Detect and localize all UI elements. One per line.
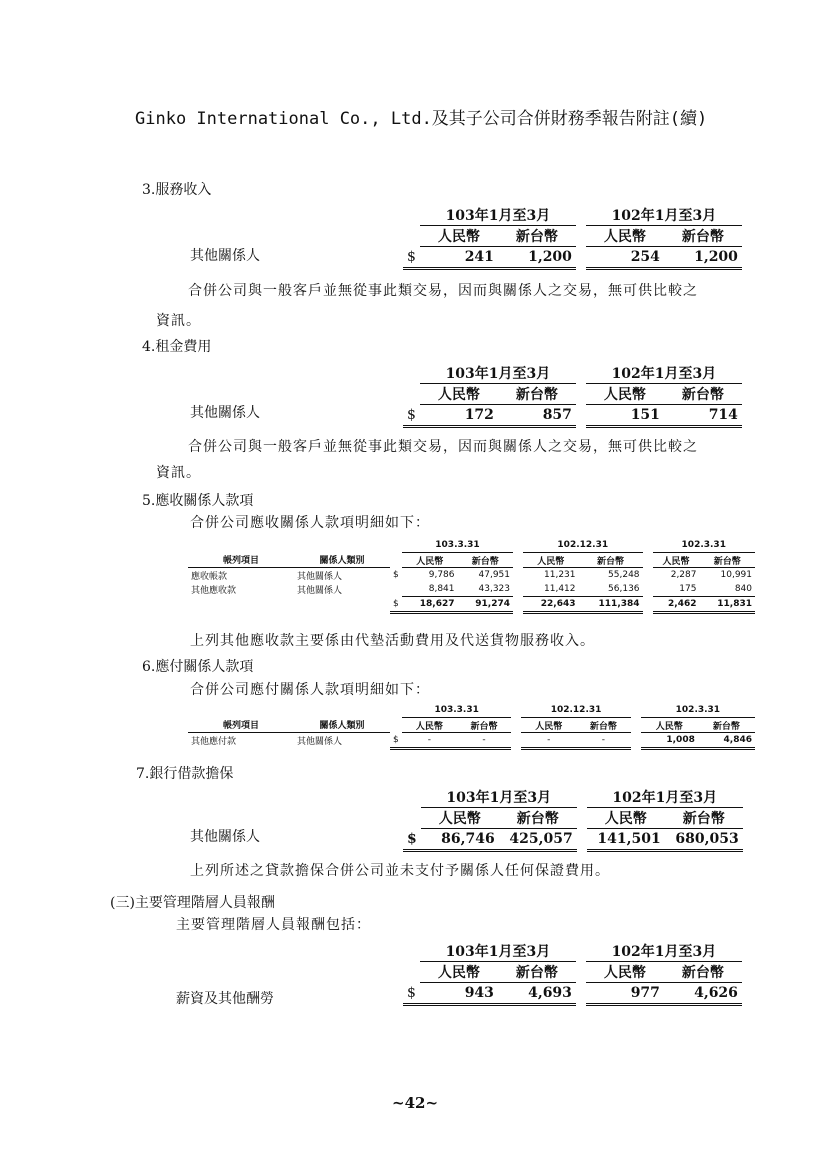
item-cell: 其他應付款 <box>191 737 237 748</box>
currency-header: 人民幣 <box>523 553 579 568</box>
total-cell: 91,274 <box>458 597 514 613</box>
period-header: 103年1月至3月 <box>420 205 576 226</box>
rent-expense-table <box>403 363 742 428</box>
period-header: 103年1月至3月 <box>420 363 576 384</box>
date-header: 102.3.31 <box>641 703 755 718</box>
item-cell: 其他應收款 <box>191 585 237 596</box>
value-cell: 86,746 <box>421 829 499 851</box>
column-header-item: 帳列項目 <box>188 553 294 568</box>
value-cell: 141,501 <box>587 829 665 851</box>
total-cell: 11,831 <box>699 597 755 613</box>
currency-header: 新台幣 <box>664 226 742 247</box>
loan-guarantee-table <box>403 787 743 852</box>
value-cell: 172 <box>420 405 498 427</box>
note-text: 上列其他應收款主要係由代墊活動費用及代送貨物服務收入。 <box>190 633 595 649</box>
note-text: 資訊。 <box>156 465 201 481</box>
table-row <box>188 568 755 583</box>
total-cell: 111,384 <box>579 597 643 613</box>
item-cell: 應收帳款 <box>191 571 228 582</box>
value-cell: 55,248 <box>608 570 640 580</box>
period-header: 102年1月至3月 <box>586 941 742 962</box>
value-cell: 4,626 <box>664 983 742 1005</box>
value-cell: - <box>576 733 631 749</box>
total-cell: 22,643 <box>523 597 579 613</box>
currency-header: 人民幣 <box>402 553 458 568</box>
currency-header: 人民幣 <box>402 718 457 733</box>
page-header: Ginko International Co., Ltd.及其子公司合併財務季報告附註(續) <box>135 109 708 129</box>
table-row <box>188 582 755 597</box>
value-cell: 977 <box>586 983 664 1005</box>
value-cell: 1,008 <box>641 733 698 749</box>
currency-header: 新台幣 <box>457 718 512 733</box>
row-label: 薪資及其他酬勞 <box>176 991 274 1007</box>
note-text: 合併公司與一般客戶並無從事此類交易，因而與關係人之交易，無可供比較之 <box>188 283 698 299</box>
row-label: 其他關係人 <box>190 405 260 421</box>
currency-header: 新台幣 <box>664 384 742 405</box>
value-cell: 56,136 <box>579 582 643 597</box>
currency-header: 人民幣 <box>521 718 576 733</box>
currency-header: 人民幣 <box>420 384 498 405</box>
period-header: 103年1月至3月 <box>421 787 577 808</box>
value-cell: 680,053 <box>665 829 743 851</box>
value-cell: 840 <box>699 582 755 597</box>
intro-text: 合併公司應付關係人款項明細如下： <box>190 682 430 698</box>
currency-header: 人民幣 <box>641 718 698 733</box>
total-cell: 18,627 <box>402 597 458 613</box>
type-cell: 其他關係人 <box>297 737 343 748</box>
row-label: 其他關係人 <box>190 248 260 264</box>
currency-header: 新台幣 <box>698 718 755 733</box>
currency-header: 新台幣 <box>579 553 643 568</box>
value-cell: - <box>457 733 512 749</box>
note-text: 合併公司與一般客戶並無從事此類交易，因而與關係人之交易，無可供比較之 <box>188 439 698 455</box>
dollar-sign: $ <box>403 405 420 427</box>
value-cell: - <box>521 733 576 749</box>
column-header-type: 關係人類別 <box>294 718 390 733</box>
currency-header: 新台幣 <box>498 962 576 983</box>
currency-header: 人民幣 <box>586 384 664 405</box>
value-cell: 2,287 <box>670 570 697 580</box>
date-header: 103.3.31 <box>402 538 513 553</box>
value-cell: 10,991 <box>720 570 752 580</box>
currency-header: 人民幣 <box>586 962 664 983</box>
page-number: ~42~ <box>392 1094 439 1112</box>
section-heading-service-revenue: 3.服務收入 <box>142 182 212 198</box>
section-heading-payables: 6.應付關係人款項 <box>142 659 254 675</box>
currency-header: 人民幣 <box>587 808 665 829</box>
intro-text: 合併公司應收關係人款項明細如下： <box>190 515 430 531</box>
table-row <box>188 733 755 749</box>
currency-header: 新台幣 <box>498 384 576 405</box>
value-cell: 4,693 <box>498 983 576 1005</box>
currency-header: 新台幣 <box>458 553 514 568</box>
management-compensation-table <box>403 941 742 1006</box>
total-row <box>188 597 755 613</box>
value-cell: 43,323 <box>458 582 514 597</box>
date-header: 102.12.31 <box>523 538 643 553</box>
value-cell: 47,951 <box>478 570 510 580</box>
section-heading-rent-expense: 4.租金費用 <box>142 339 212 355</box>
note-text: 上列所述之貸款擔保合併公司並未支付予關係人任何保證費用。 <box>190 863 610 879</box>
section-heading-loan-guarantee: 7.銀行借款擔保 <box>136 766 234 782</box>
currency-header: 新台幣 <box>576 718 631 733</box>
date-header: 102.12.31 <box>521 703 630 718</box>
currency-header: 人民幣 <box>420 962 498 983</box>
value-cell: 1,200 <box>664 247 742 269</box>
currency-header: 新台幣 <box>664 962 742 983</box>
dollar-sign: $ <box>403 983 420 1005</box>
payables-table <box>188 703 755 750</box>
value-cell: 241 <box>420 247 498 269</box>
value-cell: - <box>402 733 457 749</box>
intro-text: 主要管理階層人員報酬包括： <box>176 917 371 933</box>
value-cell: 4,846 <box>698 733 755 749</box>
dollar-sign: $ <box>393 569 399 580</box>
period-header: 102年1月至3月 <box>586 363 742 384</box>
date-header: 102.3.31 <box>653 538 755 553</box>
currency-header: 新台幣 <box>665 808 743 829</box>
value-cell: 8,841 <box>402 582 458 597</box>
period-header: 102年1月至3月 <box>586 205 742 226</box>
value-cell: 175 <box>653 582 700 597</box>
currency-header: 人民幣 <box>421 808 499 829</box>
column-header-type: 關係人類別 <box>294 553 390 568</box>
type-cell: 其他關係人 <box>297 585 343 596</box>
value-cell: 11,231 <box>544 570 576 580</box>
period-header: 102年1月至3月 <box>587 787 743 808</box>
dollar-sign: $ <box>390 733 402 749</box>
column-header-item: 帳列項目 <box>188 718 294 733</box>
note-text: 資訊。 <box>156 313 201 329</box>
value-cell: 11,412 <box>523 582 579 597</box>
row-label: 其他關係人 <box>190 829 260 845</box>
date-header: 103.3.31 <box>402 703 511 718</box>
currency-header: 人民幣 <box>420 226 498 247</box>
period-header: 103年1月至3月 <box>420 941 576 962</box>
value-cell: 857 <box>498 405 576 427</box>
value-cell: 151 <box>586 405 664 427</box>
dollar-sign: $ <box>403 829 421 851</box>
currency-header: 人民幣 <box>586 226 664 247</box>
section-heading-receivables: 5.應收關係人款項 <box>142 493 254 509</box>
value-cell: 254 <box>586 247 664 269</box>
type-cell: 其他關係人 <box>297 571 343 582</box>
total-cell: 2,462 <box>653 597 700 613</box>
service-revenue-table <box>403 205 742 270</box>
value-cell: 714 <box>664 405 742 427</box>
currency-header: 新台幣 <box>498 226 576 247</box>
receivables-table <box>188 538 755 614</box>
value-cell: 1,200 <box>498 247 576 269</box>
currency-header: 人民幣 <box>653 553 700 568</box>
dollar-sign: $ <box>390 597 402 613</box>
value-cell: 943 <box>420 983 498 1005</box>
value-cell: 425,057 <box>499 829 577 851</box>
currency-header: 新台幣 <box>699 553 755 568</box>
dollar-sign: $ <box>403 247 420 269</box>
currency-header: 新台幣 <box>499 808 577 829</box>
value-cell: 9,786 <box>428 570 455 580</box>
section-heading-management-compensation: (三)主要管理階層人員報酬 <box>110 895 275 911</box>
